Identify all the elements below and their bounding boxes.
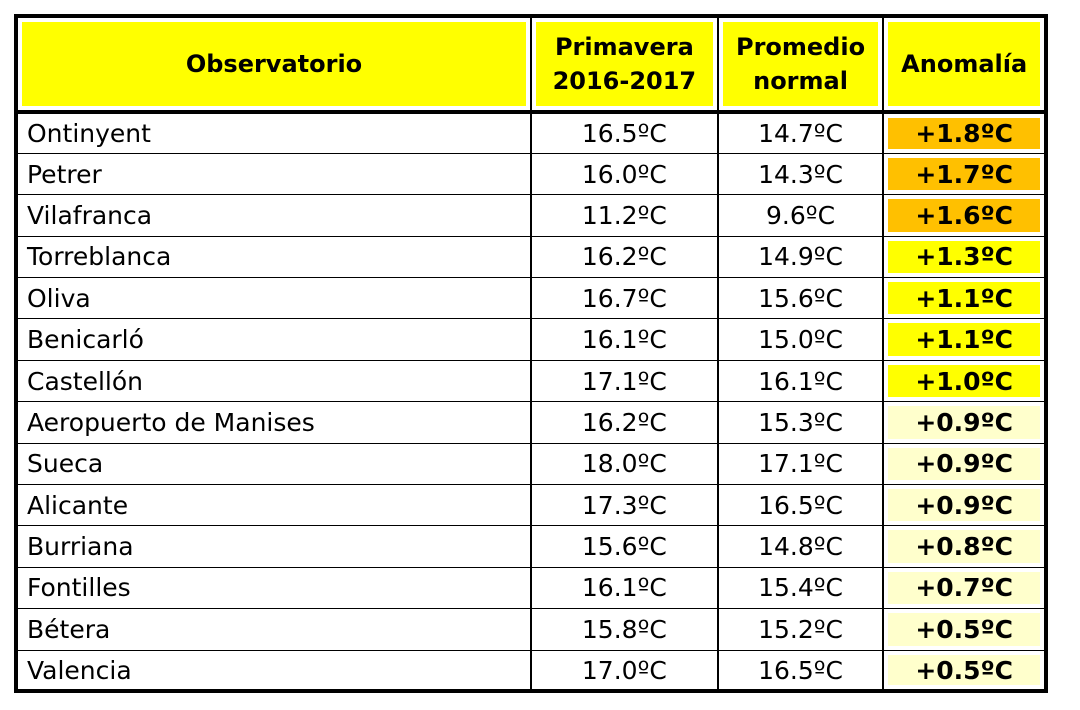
spring-temperature: 17.1ºC (531, 360, 718, 401)
table-row (16, 195, 1046, 236)
anomaly-value: +0.5ºC (883, 650, 1046, 691)
anomaly-value: +1.0ºC (883, 360, 1046, 401)
spring-temperature: 16.2ºC (531, 402, 718, 443)
observatory-name: Benicarló (16, 319, 531, 360)
observatory-name: Petrer (16, 153, 531, 194)
normal-average: 16.5ºC (718, 650, 884, 691)
anomaly-value: +0.8ºC (883, 526, 1046, 567)
table-row (16, 526, 1046, 567)
observatory-name: Castellón (16, 360, 531, 401)
table-row (16, 567, 1046, 608)
observatory-name: Aeropuerto de Manises (16, 402, 531, 443)
observatory-name: Ontinyent (16, 112, 531, 153)
normal-average: 14.7ºC (718, 112, 884, 153)
spring-temperature: 16.1ºC (531, 567, 718, 608)
table-body (16, 112, 1046, 691)
normal-average: 14.3ºC (718, 153, 884, 194)
observatory-name: Oliva (16, 278, 531, 319)
anomaly-value: +0.9ºC (883, 485, 1046, 526)
observatory-name: Sueca (16, 443, 531, 484)
observatory-name: Alicante (16, 485, 531, 526)
spring-temperature: 16.0ºC (531, 153, 718, 194)
normal-average: 17.1ºC (718, 443, 884, 484)
table-row (16, 360, 1046, 401)
table-row (16, 443, 1046, 484)
normal-average: 16.5ºC (718, 485, 884, 526)
normal-average: 16.1ºC (718, 360, 884, 401)
observatory-name: Fontilles (16, 567, 531, 608)
table-row (16, 609, 1046, 650)
spring-temperature: 15.8ºC (531, 609, 718, 650)
spring-temperature-anomaly-table (14, 14, 1048, 693)
header-row (16, 16, 1046, 112)
spring-temperature: 15.6ºC (531, 526, 718, 567)
table-row (16, 153, 1046, 194)
table-row (16, 650, 1046, 691)
spring-temperature: 18.0ºC (531, 443, 718, 484)
table-row (16, 112, 1046, 153)
table-row (16, 278, 1046, 319)
observatory-name: Burriana (16, 526, 531, 567)
table-row (16, 319, 1046, 360)
normal-average: 15.3ºC (718, 402, 884, 443)
observatory-name: Bétera (16, 609, 531, 650)
table-row (16, 402, 1046, 443)
anomaly-value: +1.3ºC (883, 236, 1046, 277)
normal-average: 15.4ºC (718, 567, 884, 608)
observatory-name: Vilafranca (16, 195, 531, 236)
header-anomalia: Anomalía (883, 16, 1046, 112)
anomaly-value: +1.1ºC (883, 319, 1046, 360)
table-row (16, 236, 1046, 277)
spring-temperature: 16.7ºC (531, 278, 718, 319)
normal-average: 14.9ºC (718, 236, 884, 277)
spring-temperature: 16.1ºC (531, 319, 718, 360)
climate-table-container (14, 14, 1048, 693)
table-row (16, 485, 1046, 526)
anomaly-value: +0.7ºC (883, 567, 1046, 608)
spring-temperature: 16.2ºC (531, 236, 718, 277)
anomaly-value: +1.1ºC (883, 278, 1046, 319)
anomaly-value: +0.5ºC (883, 609, 1046, 650)
normal-average: 14.8ºC (718, 526, 884, 567)
header-promedio: Promedio normal (718, 16, 884, 112)
anomaly-value: +0.9ºC (883, 443, 1046, 484)
header-primavera: Primavera 2016-2017 (531, 16, 718, 112)
observatory-name: Torreblanca (16, 236, 531, 277)
spring-temperature: 11.2ºC (531, 195, 718, 236)
spring-temperature: 17.0ºC (531, 650, 718, 691)
spring-temperature: 17.3ºC (531, 485, 718, 526)
table-header (16, 16, 1046, 112)
anomaly-value: +1.6ºC (883, 195, 1046, 236)
spring-temperature: 16.5ºC (531, 112, 718, 153)
normal-average: 15.6ºC (718, 278, 884, 319)
normal-average: 15.0ºC (718, 319, 884, 360)
normal-average: 15.2ºC (718, 609, 884, 650)
header-observatorio: Observatorio (16, 16, 531, 112)
normal-average: 9.6ºC (718, 195, 884, 236)
anomaly-value: +0.9ºC (883, 402, 1046, 443)
observatory-name: Valencia (16, 650, 531, 691)
anomaly-value: +1.8ºC (883, 112, 1046, 153)
anomaly-value: +1.7ºC (883, 153, 1046, 194)
